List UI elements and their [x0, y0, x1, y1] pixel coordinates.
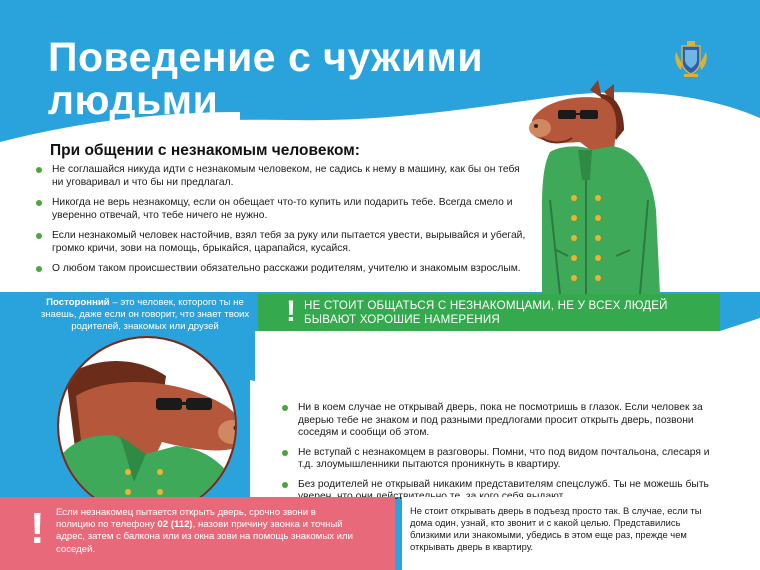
entrance-info-box — [402, 497, 760, 570]
list-item-text: О любом таком происшествии обязательно расскажи родителям, учителю и знакомым взрослым. — [52, 263, 521, 274]
bullet-dot-icon — [282, 482, 288, 488]
list-item — [282, 402, 722, 440]
bullet-dot-icon — [36, 200, 42, 206]
exclamation-icon: ! — [286, 295, 296, 328]
warning-banner — [258, 294, 720, 331]
strangers-rules-list — [36, 164, 526, 284]
emergency-text-end: , назови причину звонка и точный адрес, затем с балкона или из окна зови на помощь знакомых или соседей. — [56, 519, 353, 555]
emergency-text — [56, 507, 356, 556]
emergency-text-start: Если незнакомец пытается открыть дверь, срочно звони в полицию по телефону — [56, 507, 316, 531]
list-item — [36, 197, 526, 222]
bullet-dot-icon — [282, 405, 288, 411]
police-phone-number: 02 (112) — [157, 519, 193, 531]
door-section-heading: Если звонят в дверь квартиры — [300, 341, 655, 367]
list-item-text: Не соглашайся никуда идти с незнакомым человеком, не садись к нему в машину, как бы он тебя ни уговаривал и что бы ни предлагал. — [52, 164, 520, 188]
horse-portrait-illustration — [36, 336, 258, 498]
list-item-text: Никогда не верь незнакомцу, если он обещает что-то купить или подарить тебе. Всегда смело и уверенно отвечай, что тебе ничего не нужно. — [52, 197, 513, 221]
list-item — [36, 230, 526, 255]
door-rules-list — [282, 402, 722, 511]
strangers-heading: При общении с незнакомым человеком: — [50, 142, 360, 159]
bullet-dot-icon — [282, 450, 288, 456]
list-item-text: Если незнакомый человек настойчив, взял тебя за руку или пытается увести, вырывайся и убегай, громко кричи, зови на помощь, брыкайся, царапайся, кусайся. — [52, 230, 526, 254]
list-item — [36, 263, 526, 276]
bullet-dot-icon — [36, 233, 42, 239]
coat-of-arms-icon — [672, 40, 710, 78]
stranger-definition — [40, 297, 250, 333]
stranger-term: Посторонний — [46, 297, 110, 308]
stranger-definition-text: – это человек, которого ты не знаешь, даже если он говорит, что знает твоих родителей, знакомых или друзей — [40, 297, 250, 332]
list-item-text: Не вступай с незнакомцем в разговоры. Помни, что под видом почтальона, слесаря и т.д. злоумышленники пытаются проникнуть в квартиру. — [298, 446, 710, 470]
emergency-box — [0, 497, 395, 570]
poster-title: Поведение с чужими людьми — [48, 34, 484, 123]
list-item-text: Без родителей не открывай никаким представителям спецслужб. Ты не можешь быть — [298, 478, 709, 490]
bullet-dot-icon — [36, 167, 42, 173]
exclamation-icon: ! — [30, 504, 45, 553]
entrance-info-text: Не стоит открывать дверь в подъезд просто так. В случае, если ты дома один, узнай, кто звонит и с какой целью. Представились близкими или знакомыми, убедись в этом еще раз, прежде чем открывать дверь в квартиру. — [410, 505, 702, 552]
bullet-dot-icon — [36, 266, 42, 272]
list-item — [282, 447, 722, 472]
horse-in-coat-illustration — [520, 80, 660, 294]
list-item-text: Ни в коем случае не открывай дверь, пока не посмотришь в глазок. Если человек за дверью тебе не знаком и под разными предлогами просит открыть дверь, позвони соседям и сообщи об этом. — [298, 402, 703, 438]
warning-banner-text: НЕ СТОИТ ОБЩАТЬСЯ С НЕЗНАКОМЦАМИ, НЕ У ВСЕХ ЛЮДЕЙ БЫВАЮТ ХОРОШИЕ НАМЕРЕНИЯ — [304, 299, 668, 326]
list-item — [36, 164, 526, 189]
